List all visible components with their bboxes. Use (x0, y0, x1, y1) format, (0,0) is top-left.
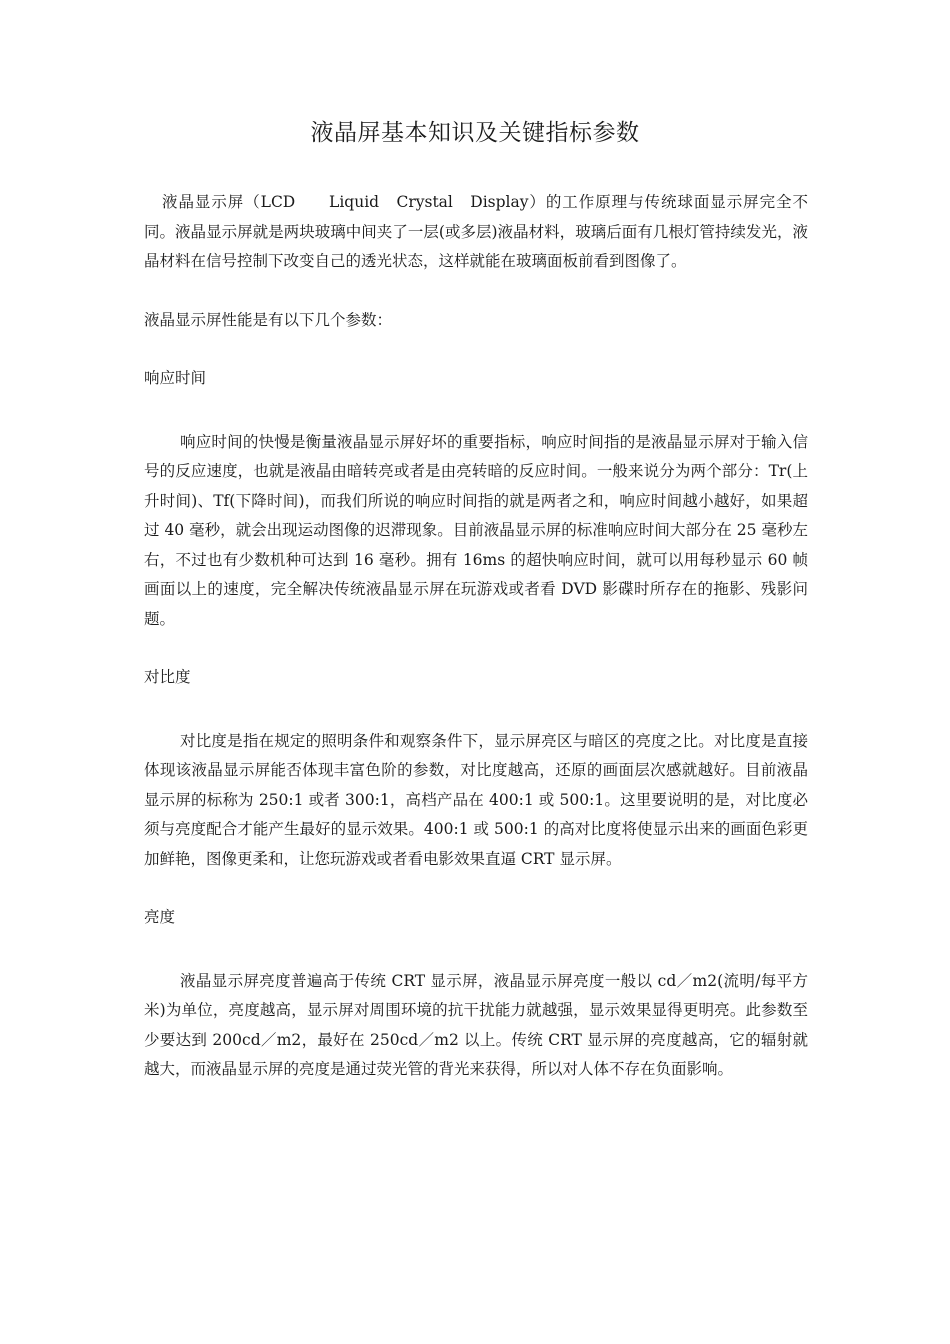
document-body (144, 188, 808, 1085)
section-body-contrast: 对比度是指在规定的照明条件和观察条件下，显示屏亮区与暗区的亮度之比。对比度是直接体现该液晶显示屏能否体现丰富色阶的参数，对比度越高，还原的画面层次感就越好。目前液晶显示屏的标称为 250:1 或者 300:1，高档产品在 400:1 或 500:1。这里要说明的是，对比度必须与亮度配合才能产生最好的显示效果。400:1 或 500:1 的高对比度将使显示出来的画面色彩更加鲜艳，图像更柔和，让您玩游戏或者看电影效果直逼 CRT 显示屏。 (144, 731, 808, 868)
intro-paragraph: 液晶显示屏（LCD Liquid Crystal Display）的工作原理与传统球面显示屏完全不同。液晶显示屏就是两块玻璃中间夹了一层(或多层)液晶材料，玻璃后面有几根灯管持续发光，液晶材料在信号控制下改变自己的透光状态，这样就能在玻璃面板前看到图像了。 (144, 193, 808, 270)
params-lead-paragraph: 液晶显示屏性能是有以下几个参数： (144, 310, 393, 329)
section-body-brightness: 液晶显示屏亮度普遍高于传统 CRT 显示屏，液晶显示屏亮度一般以 cd／m2(流明/每平方米)为单位，亮度越高，显示屏对周围环境的抗干扰能力就越强，显示效果显得更明亮。此参数至少要达到 200cd／m2，最好在 250cd／m2 以上。传统 CRT 显示屏的亮度越高，它的辐射就越大，而液晶显示屏的亮度是通过荧光管的背光来获得，所以对人体不存在负面影响。 (144, 971, 808, 1078)
document-title: 液晶屏基本知识及关键指标参数 (310, 120, 640, 146)
section-body-response-time: 响应时间的快慢是衡量液晶显示屏好坏的重要指标，响应时间指的是液晶显示屏对于输入信号的反应速度，也就是液晶由暗转亮或者是由亮转暗的反应时间。一般来说分为两个部分：Tr(上升时间)、Tf(下降时间)，而我们所说的响应时间指的就是两者之和，响应时间越小越好，如果超过 40 毫秒，就会出现运动图像的迟滞现象。目前液晶显示屏的标准响应时间大部分在 25 毫秒左右，不过也有少数机种可达到 16 毫秒。拥有 16ms 的超快响应时间，就可以用每秒显示 60 帧画面以上的速度，完全解决传统液晶显示屏在玩游戏或者看 DVD 影碟时所存在的拖影、残影问题。 (144, 432, 808, 628)
section-heading-response-time: 响应时间 (144, 369, 207, 387)
section-heading-contrast: 对比度 (144, 668, 191, 686)
section-heading-brightness: 亮度 (144, 908, 176, 926)
